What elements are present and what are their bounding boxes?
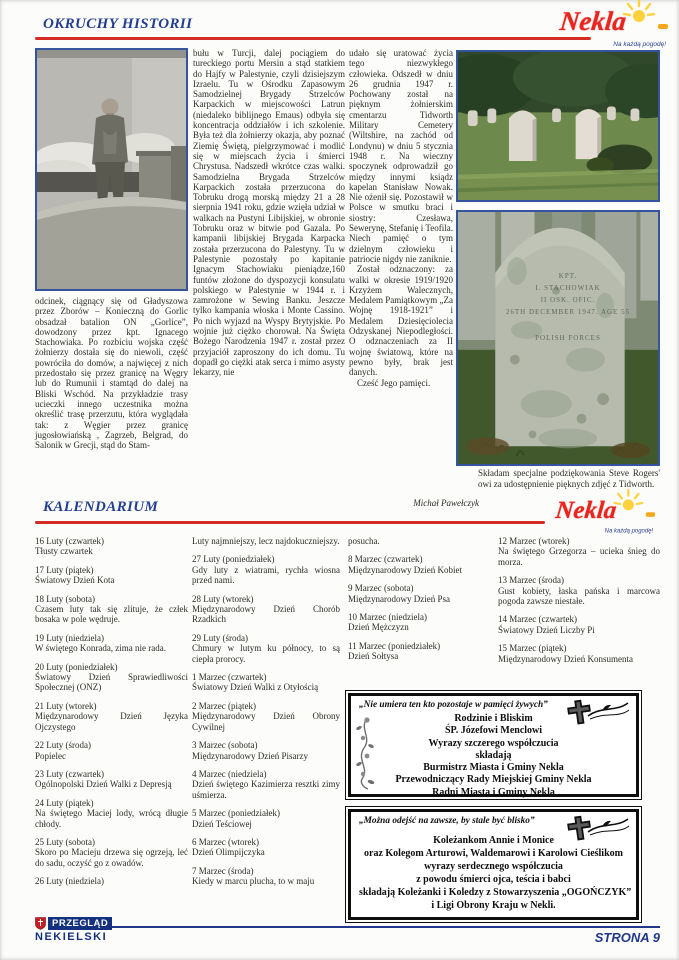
calendar-text: Luty najmniejszy, lecz najdokuczniejszy. [192,536,340,546]
obituary-line: składają Koleżanki i Koledzy z Stowarzyszenia „OGOŃCZYK” [359,887,632,898]
calendar-date: 8 Marzec (czwartek) [348,554,423,565]
calendar-date: 1 Marzec (czwartek) [192,672,267,683]
nekla-dash [646,512,655,517]
flower-vine-icon [354,716,376,790]
headstone-inscription-line: I. STACHOWIAK [535,284,601,292]
calendar-text: Gdy luty z wiatrami, rychła wiosna przed nami. [192,564,340,586]
calendar-text: W świętego Konrada, zima nie rada. [35,643,167,654]
calendar-entry [348,641,488,662]
header-rule [35,37,591,40]
calendar-date: 13 Marzec (środa) [498,575,564,586]
calendar-date: 17 Luty (piątek) [35,564,94,575]
calendar-entry [498,536,660,567]
calendar-date: 7 Marzec (środa) [192,865,254,876]
calendar-date: 10 Marzec (niedziela) [348,612,427,623]
calendar-text: Na świętego Maciej lody, wrócą długie chłody. [35,808,188,829]
calendar-entry [192,536,340,546]
calendar-text: Popielec [35,750,66,761]
obituary-box-mencel [345,690,642,800]
calendar-entry [192,866,340,887]
article-text: Cześć Jego pamięci. [357,377,431,388]
cemetery-illustration [458,52,658,200]
calendar-entry [192,769,340,800]
headstone-inscription [502,270,634,344]
newspaper-brand [35,917,112,943]
cross-icon [560,815,630,843]
calendar-text: Światowy Dzień Liczby Pi [498,624,595,635]
article-author: Michał Pawełczyk [413,498,479,508]
calendar-text: Międzynarodowy Dzień Chorób Rzadkich [192,604,340,625]
calendar-entry [35,633,188,654]
calendar-date: 11 Marzec (poniedziałek) [348,640,441,651]
brand-nekielski: NEKIELSKI [35,931,108,943]
headstone-inscription-line: POLISH FORCES [535,334,601,342]
photo-man-on-bed [35,48,188,291]
calendar-text: Międzynarodowy Dzień Kobiet [348,564,462,575]
calendar-date: 21 Luty (wtorek) [35,700,97,711]
calendar-entry [35,740,188,761]
obituary-frame [348,809,639,920]
article-column-1 [35,296,188,450]
calendar-date: 28 Luty (wtorek) [192,593,254,604]
calendar-entry [35,565,188,586]
calendar-text: Dzień Mężczyzn [348,622,409,633]
page-number: STRONA 9 [594,930,660,945]
obituary-line: z powodu śmierci ojca, teścia i babci [416,874,571,885]
section-title-okruchy-historii: OKRUCHY HISTORII [43,16,193,32]
calendar-entry [35,876,188,886]
headstone-inscription-line: 26TH DECEMBER 1947. AGE 55 [505,308,631,316]
calendar-entry [498,575,660,606]
calendar-date: 4 Marzec (niedziela) [192,768,267,779]
nekla-wordmark: Nekla [554,495,618,524]
calendar-entry [192,672,340,693]
calendar-entry [192,837,340,858]
article-column-3 [349,48,453,388]
calendar-date: 9 Marzec (sobota) [348,583,414,594]
calendar-text: Międzynarodowy Dzień Obrony Cywilnej [192,711,340,732]
calendar-date: 12 Marzec (wtorek) [498,536,570,546]
obituary-line: składają [475,749,512,761]
calendar-date: 18 Luty (sobota) [35,593,95,604]
calendar-date: 16 Luty (czwartek) [35,536,104,546]
calendar-date: 29 Luty (środa) [192,632,248,643]
calendar-entry [348,612,488,633]
article-text: udało się uratować życia tego niezwykłego człowieka. Odszedł w dniu 26 grudnia 1947 r. Pochowany został na pięknym żołnierskim cmentarzu Tidworth Military Cemetery (Wiltshire, na zachód od Londynu) w dniu 5 stycznia 1948 r. Na wieczny spoczynek odprowadził go między innymi ksiądz kapelan Stanisław Nowak. Nie ożenił się. Pozostawił w Polsce w smutku braci i siostry: Czesława, Sewerynę, Stefanię i Teofila. Niech pamięć o tym dzielnym człowieku i patriocie nigdy nie zaniknie. [349,48,453,264]
calendar-entry [35,837,188,868]
article-text: odcinek, ciągnący się od Gładyszowa przez Zborów – Konieczną do Gorlic obsadzał batalion ON „Gorlice”, dowodzony przez kpt. Ignacego Stachowiaka. Po rozbiciu wojska część żołnierzy dostała się do niewoli, część powróciła do domów, a najwięcej z nich przedostało się przez granicę na Węgry lub do Rumunii i stamtąd do dalej na Bliski Wschód. Na przykładzie trasy ucieczki innego uczestnika można określić trasę przerzutu, która wyglądała tak: z Węgier przez granicę jugosłowiańską , Zagrzeb, Belgrad, do Salonik w Grecji, stąd do Stam- [35,296,188,451]
article-text: Został odznaczony: za walki w okresie 1919/1920 Krzyżem Walecznych, Medalem Pamiątkowym „Za Wojnę 1918-1921” i Medalem Dziesięciolecia Odzyskanej Niepodległości. O odznaczeniach za II wojnę światową, które na pewno były, brak jest danych. [349,264,453,378]
article-column-2 [193,48,345,378]
calendar-entry [35,536,188,557]
calendar-text: Dzień Olimpijczyka [192,847,265,858]
calendar-entry [348,583,488,604]
obituary-line: Radni Miasta i Gminy Nekla [432,786,555,798]
brand-przeglad: PRZEGLĄD [48,917,112,930]
calendar-text: Międzynarodowy Dzień Pisarzy [192,750,308,761]
calendar-text: Międzynarodowy Dzień Psa [348,593,450,604]
calendar-text: Dzień Teściowej [192,818,252,829]
nekla-logo [556,2,668,48]
calendar-column-2 [192,536,340,895]
calendar-text: Na świętego Grzegorza – ucieka śnieg do morza. [498,546,660,567]
calendar-text: Światowy Dzień Walki z Otyłością [192,682,319,693]
calendar-entry [192,594,340,625]
obituary-line: wyrazy serdecznego współczucia [424,861,563,872]
calendar-text: Dzień świętego Kazimierza resztki zimy uśmierza. [192,779,340,800]
calendar-date: 23 Luty (czwartek) [35,768,104,779]
man-on-bed-illustration [37,50,186,289]
section-title-kalendarium: KALENDARIUM [43,499,159,515]
calendar-date: 15 Marzec (piątek) [498,643,567,654]
calendar-entry [192,554,340,585]
kalendarium-rule [35,521,545,524]
calendar-text: Chmury w lutym ku północy, to są ciepła prorocy. [192,643,340,664]
calendar-entry [35,798,188,829]
obituary-line: Przewodniczący Rady Miejskiej Gminy Nekla [395,774,592,786]
calendar-text: Międzynarodowy Dzień Języka Ojczystego [35,711,188,732]
obituary-line: Rodzinie i Bliskim [454,713,533,724]
article-text: bułu w Turcji, dalej pociągiem do tureckiego portu Mersin a stąd statkiem do Hajfy w Palestynie, czyli dzisiejszym Izraelu. Tu w Ośrodku Zapasowym Samodzielnej Brygady Strzelców Karpackich w miejscowości Latrun (niedaleko biblijnego Emaus) odbyła się koncentracja oddziałów i ich szkolenie. Była też dla żołnierzy okazja, aby poznać Ziemię Świętą, pielgrzymować i modlić się w miejscach życia i śmierci Chrystusa. Nadszedł wkrótce czas walki. Samodzielna Brygada Strzelców Karpackich została przerzucona do Tobruku drogą morską między 21 a 28 sierpnia 1941 roku, gdzie wzięła udział w walkach na Pustyni Libijskiej, w obronie Tobruku oraz w bitwie pod Gazala. Po kampanii libijskiej Brygada Karpacka została przerzucona do Palestyny. Tu w Palestynie pozostały po kapitanie Ignacym Stachowiaku pieniądze,160 funtów złożone do dyspozycji konsulatu polskiego w Palestynie w 1944 r. i zamrożone w Sewing Banku. Jeszcze tylko kampania włoska i Monte Cassino. Po nich wyjazd na Wyspy Brytyjskie. Po wojnie już ciężko chorował. Na Święta Bożego Narodzenia 1947 r. został przez przyjaciół zaproszony do ich domu. Tu dopadł go ciężki atak serca i mimo asysty lekarzy, nie [193,48,345,378]
cross-icon [560,699,630,727]
nekla-tagline: Na każdą pogodę! [613,41,666,48]
obituary-line: Koleżankom Annie i Monice [433,835,554,846]
nekla-tagline: Na każdą pogodę! [604,527,654,535]
calendar-text: Gust kobiety, łaska pańska i marcowa pogoda zawsze niestałe. [498,585,660,607]
calendar-entry [35,594,188,625]
calendar-date: 26 Luty (niedziela) [35,876,104,887]
calendar-text: Dzień Sołtysa [348,651,399,662]
calendar-text: Międzynarodowy Dzień Konsumenta [498,653,633,664]
obituary-text [359,834,632,912]
calendar-entry [348,554,488,575]
calendar-date: 27 Luty (poniedziałek) [192,554,275,565]
shield-icon [35,917,46,930]
calendar-entry [498,614,660,635]
calendar-entry [192,740,340,761]
obituary-quote: „Nie umiera ten kto pozostaje w pamięci żywych” [359,700,548,710]
calendar-text: Tłusty czwartek [35,546,93,557]
obituary-line: Burmistrz Miasta i Gminy Nekla [423,762,564,774]
photo-caption: Składam specjalne podziękowania Steve Rogers' owi za udostępnienie pięknych zdjęć z Tidworth. [478,468,660,489]
obituary-line: ŚP. Józefowi Menclowi [444,725,543,737]
nekla-logo-kalendarium [552,492,655,534]
calendar-column-4 [498,536,660,672]
calendar-column-1 [35,536,188,895]
calendar-date: 3 Marzec (sobota) [192,740,258,751]
calendar-text: Światowy Dzień Sprawiedliwości Społecznej (ONZ) [35,672,188,693]
obituary-frame [348,693,639,797]
calendar-date: 19 Luty (niedziela) [35,632,104,643]
photo-cemetery-rows [456,50,660,202]
calendar-text: Światowy Dzień Kota [35,575,115,586]
calendar-entry [35,662,188,693]
calendar-date: 24 Luty (piątek) [35,797,94,808]
calendar-date: 5 Marzec (poniedziałek) [192,808,280,819]
calendar-entry [35,769,188,790]
calendar-entry [35,701,188,732]
calendar-entry [192,808,340,829]
calendar-entry [498,643,660,664]
photo-headstone-stachowiak [456,210,660,466]
headstone-inscription-line: II OSK. OFIC. [540,296,596,304]
calendar-date: 20 Luty (poniedziałek) [35,661,118,672]
nekla-wordmark: Nekla [558,6,628,36]
calendar-text: posucha. [348,536,380,546]
obituary-box-cieslik [345,806,642,923]
obituary-line: i Ligi Obrony Kraju w Nekli. [431,900,556,911]
calendar-date: 6 Marzec (wtorek) [192,836,259,847]
footer-rule [92,926,660,928]
obituary-line: Wyrazy szczerego współczucia [428,737,559,749]
calendar-date: 22 Luty (środa) [35,740,91,751]
calendar-date: 14 Marzec (czwartek) [498,614,577,625]
obituary-quote: „Można odejść na zawsze, by stale być blisko” [359,816,535,826]
calendar-column-3 [348,536,488,670]
calendar-text: Ogólnopolski Dzień Walki z Depresją [35,779,172,790]
calendar-text: Czasem luty tak się zlituje, że człek bosaka w pole wędruje. [35,604,188,625]
headstone-inscription-line: KPT. [558,272,578,280]
calendar-entry [192,701,340,732]
calendar-entry [348,536,488,546]
calendar-date: 25 Luty (sobota) [35,836,95,847]
obituary-line: oraz Kolegom Arturowi, Waldemarowi i Karolowi Cieślikom [364,848,623,859]
calendar-entry [192,633,340,664]
calendar-text: Kiedy w marcu plucha, to w maju [192,876,315,887]
calendar-date: 2 Marzec (piątek) [192,700,256,711]
calendar-text: Skoro po Macieju drzewa się ogrzeją, leć do sadu, oczyść go z owadów. [35,847,188,868]
nekla-dash [658,24,668,29]
